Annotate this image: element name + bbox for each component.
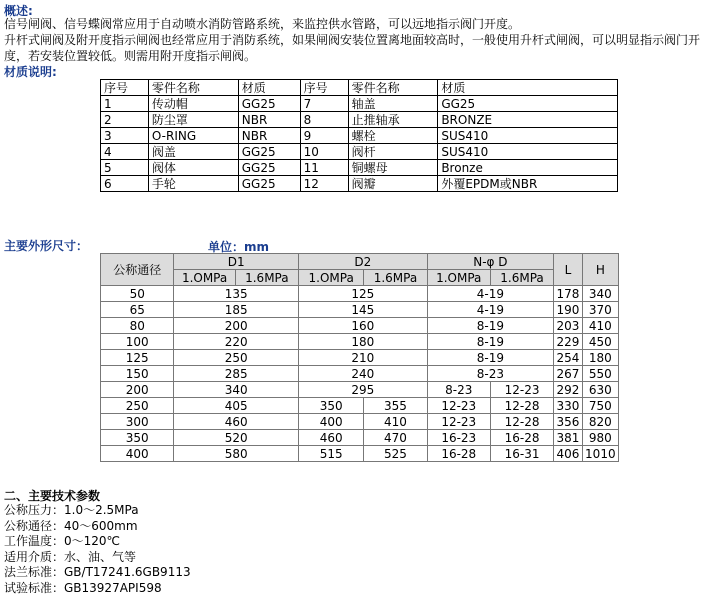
materials-row [101,160,618,176]
cell-n: 4-19 [427,286,554,302]
header-n-p1: 1.OMPa [427,270,490,286]
cell-n-p2: 12-28 [490,398,553,414]
materials-cell: 11 [300,160,348,176]
dimension-row [101,414,619,430]
header-d2-p1: 1.OMPa [299,270,364,286]
cell-n-p1: 8-23 [427,382,490,398]
dimension-row [101,318,619,334]
cell-d1: 580 [174,446,299,462]
dimension-row [101,350,619,366]
materials-cell: GG25 [438,96,618,112]
header-d1: D1 [174,254,299,270]
materials-cell: 轴盖 [348,96,438,112]
cell-d1: 200 [174,318,299,334]
cell-n-p1: 12-23 [427,398,490,414]
materials-row [101,96,618,112]
cell-h: 550 [582,366,618,382]
cell-n-p1: 16-28 [427,446,490,462]
cell-dn: 200 [101,382,174,398]
materials-cell: SUS410 [438,144,618,160]
cell-d2: 295 [299,382,428,398]
cell-d1: 285 [174,366,299,382]
materials-cell: 8 [300,112,348,128]
header-d2: D2 [299,254,428,270]
dimension-row [101,286,619,302]
cell-dn: 65 [101,302,174,318]
cell-n: 8-19 [427,334,554,350]
materials-cell: 螺栓 [348,128,438,144]
materials-cell: 6 [101,176,149,192]
cell-d2-p2: 525 [364,446,427,462]
cell-h: 180 [582,350,618,366]
materials-cell: 铜螺母 [348,160,438,176]
cell-d1: 405 [174,398,299,414]
materials-row [101,144,618,160]
tech-line: 适用介质：水、油、气等 [4,549,137,564]
cell-l: 203 [554,318,582,334]
overview-line: 信号闸阀、信号蝶阀常应用于自动喷水消防管路系统，来监控供水管路，可以远地指示阀门开度。 [4,17,521,31]
materials-cell: GG25 [238,176,300,192]
cell-d2-p1: 515 [299,446,364,462]
unit-label: 单位：mm [208,240,270,254]
materials-row [101,112,618,128]
materials-cell: 阀盖 [148,144,238,160]
overview-title: 概述: [4,4,33,18]
dimension-row [101,334,619,350]
materials-header-cell: 材质 [438,80,618,96]
dimension-row [101,302,619,318]
cell-dn: 50 [101,286,174,302]
materials-cell: 阀瓣 [348,176,438,192]
cell-l: 254 [554,350,582,366]
cell-d2: 180 [299,334,428,350]
cell-h: 450 [582,334,618,350]
materials-cell: 阀体 [148,160,238,176]
cell-n-p1: 16-23 [427,430,490,446]
materials-cell: BRONZE [438,112,618,128]
materials-cell: NBR [238,128,300,144]
tech-line: 公称压力：1.0～2.5MPa [4,503,139,517]
cell-l: 406 [554,446,582,462]
header-l: L [554,254,582,286]
materials-header-row [101,80,618,96]
materials-cell: GG25 [238,160,300,176]
cell-n-p2: 16-31 [490,446,553,462]
materials-header-cell: 零件名称 [348,80,438,96]
cell-d2-p2: 355 [364,398,427,414]
cell-l: 292 [554,382,582,398]
cell-d2-p1: 460 [299,430,364,446]
cell-dn: 150 [101,366,174,382]
cell-d1: 220 [174,334,299,350]
cell-l: 190 [554,302,582,318]
header-n-p2: 1.6MPa [490,270,553,286]
dimensions-table [100,253,619,462]
materials-cell: 防尘罩 [148,112,238,128]
materials-cell: 9 [300,128,348,144]
overview-text [4,16,704,64]
cell-d2: 125 [299,286,428,302]
cell-n-p2: 16-28 [490,430,553,446]
materials-header-cell: 序号 [300,80,348,96]
cell-dn: 300 [101,414,174,430]
cell-n-p1: 12-23 [427,414,490,430]
cell-dn: 100 [101,334,174,350]
materials-cell: 10 [300,144,348,160]
materials-row [101,128,618,144]
header-h: H [582,254,618,286]
cell-n: 4-19 [427,302,554,318]
materials-cell: 12 [300,176,348,192]
materials-cell: SUS410 [438,128,618,144]
cell-dn: 350 [101,430,174,446]
header-d1-p2: 1.6MPa [235,270,298,286]
dimension-row [101,446,619,462]
materials-cell: 阀杆 [348,144,438,160]
cell-h: 370 [582,302,618,318]
header-n: N-φ D [427,254,554,270]
cell-h: 750 [582,398,618,414]
materials-cell: 3 [101,128,149,144]
cell-h: 980 [582,430,618,446]
materials-cell: 手轮 [148,176,238,192]
cell-d2-p2: 470 [364,430,427,446]
header-d1-p1: 1.OMPa [174,270,235,286]
cell-h: 820 [582,414,618,430]
cell-l: 229 [554,334,582,350]
cell-dn: 80 [101,318,174,334]
cell-n: 8-23 [427,366,554,382]
materials-cell: NBR [238,112,300,128]
tech-title: 二、主要技术参数 [4,489,101,503]
materials-cell: O-RING [148,128,238,144]
tech-line: 法兰标准：GB/T17241.6GB9113 [4,565,191,579]
cell-h: 340 [582,286,618,302]
cell-h: 1010 [582,446,618,462]
materials-header-cell: 零件名称 [148,80,238,96]
cell-d1: 185 [174,302,299,318]
cell-l: 267 [554,366,582,382]
tech-line: 工作温度：0～120℃ [4,534,121,548]
cell-l: 356 [554,414,582,430]
materials-cell: 外覆EPDM或NBR [438,176,618,192]
materials-cell: 1 [101,96,149,112]
cell-d1: 520 [174,430,299,446]
materials-row [101,176,618,192]
cell-d2: 240 [299,366,428,382]
materials-cell: 2 [101,112,149,128]
materials-cell: 传动帽 [148,96,238,112]
materials-table [100,79,618,192]
cell-d1: 250 [174,350,299,366]
materials-cell: 5 [101,160,149,176]
cell-d2-p1: 400 [299,414,364,430]
cell-n: 8-19 [427,318,554,334]
cell-n-p2: 12-23 [490,382,553,398]
tech-list [4,503,191,596]
cell-d2-p2: 410 [364,414,427,430]
cell-d2-p1: 350 [299,398,364,414]
materials-cell: 止推轴承 [348,112,438,128]
materials-header-cell: 材质 [238,80,300,96]
materials-header-cell: 序号 [101,80,149,96]
cell-l: 381 [554,430,582,446]
cell-h: 630 [582,382,618,398]
cell-l: 330 [554,398,582,414]
overview-line: 升杆式闸阀及附开度指示闸阀也经常应用于消防系统，如果闸阀安装位置离地面较高时，一般使用升杆式闸阀，可以明显指示阀门开度，若安装位置较低。则需用附开度指示闸阀。 [4,33,701,63]
materials-cell: GG25 [238,96,300,112]
cell-n-p2: 12-28 [490,414,553,430]
materials-cell: GG25 [238,144,300,160]
tech-line: 公称通径：40～600mm [4,518,138,533]
header-dn: 公称通径 [101,254,174,286]
cell-dn: 250 [101,398,174,414]
cell-n: 8-19 [427,350,554,366]
dimension-row [101,382,619,398]
header-d2-p2: 1.6MPa [364,270,427,286]
cell-d2: 145 [299,302,428,318]
cell-d1: 460 [174,414,299,430]
cell-d1: 135 [174,286,299,302]
cell-d1: 340 [174,382,299,398]
materials-title: 材质说明: [4,65,57,79]
tech-line: 试验标准：GB13927API598 [4,580,162,595]
materials-cell: 7 [300,96,348,112]
cell-l: 178 [554,286,582,302]
dimensions-title: 主要外形尺寸： [4,239,89,253]
dimension-row [101,366,619,382]
cell-dn: 400 [101,446,174,462]
dimension-row [101,430,619,446]
dimension-row [101,398,619,414]
cell-h: 410 [582,318,618,334]
materials-cell: 4 [101,144,149,160]
cell-d2: 160 [299,318,428,334]
cell-d2: 210 [299,350,428,366]
materials-cell: Bronze [438,160,618,176]
cell-dn: 125 [101,350,174,366]
